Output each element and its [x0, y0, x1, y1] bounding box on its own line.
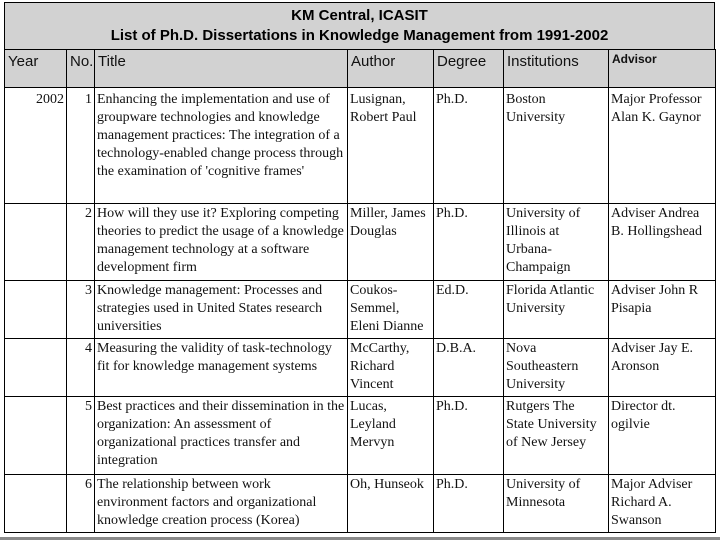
column-header-no: No. [67, 50, 95, 88]
cell-advisor: Adviser John R Pisapia [609, 281, 716, 339]
column-header-year: Year [5, 50, 67, 88]
column-header-institutions: Institutions [504, 50, 609, 88]
cell-author: Lucas, Leyland Mervyn [348, 397, 434, 475]
cell-year [5, 281, 67, 339]
cell-advisor: Adviser Jay E. Aronson [609, 339, 716, 397]
cell-institution: University of Minnesota [504, 475, 609, 533]
cell-no: 6 [67, 475, 95, 533]
document-header [4, 2, 715, 50]
cell-year [5, 397, 67, 475]
table-header-row [5, 50, 716, 88]
cell-advisor: Major Adviser Richard A. Swanson [609, 475, 716, 533]
cell-title: The relationship between work environment factors and organizational knowledge creation process (Korea) [95, 475, 348, 533]
cell-title: Measuring the validity of task-technology fit for knowledge management systems [95, 339, 348, 397]
column-header-degree: Degree [434, 50, 504, 88]
cell-title: Knowledge management: Processes and strategies used in United States research universities [95, 281, 348, 339]
cell-year [5, 475, 67, 533]
header-subtitle: List of Ph.D. Dissertations in Knowledge Management from 1991-2002 [110, 27, 609, 44]
column-header-author: Author [348, 50, 434, 88]
table-row [5, 475, 716, 533]
cell-author: Oh, Hunseok [348, 475, 434, 533]
cell-year [5, 204, 67, 281]
column-header-advisor: Advisor [609, 50, 716, 88]
table-row [5, 397, 716, 475]
cell-no: 4 [67, 339, 95, 397]
cell-degree: D.B.A. [434, 339, 504, 397]
cell-advisor: Director dt. ogilvie [609, 397, 716, 475]
cell-author: Coukos-Semmel, Eleni Dianne [348, 281, 434, 339]
cell-year [5, 339, 67, 397]
cell-degree: Ph.D. [434, 88, 504, 204]
cell-no: 5 [67, 397, 95, 475]
cell-institution: Rutgers The State University of New Jersey [504, 397, 609, 475]
cell-title: Enhancing the implementation and use of groupware technologies and knowledge management practices: The integration of a technology-enabled change process through the examination of 'cognitive frames' [95, 88, 348, 204]
cell-no: 2 [67, 204, 95, 281]
cell-author: McCarthy, Richard Vincent [348, 339, 434, 397]
cell-degree: Ed.D. [434, 281, 504, 339]
dissertations-table [4, 49, 716, 533]
cell-title: Best practices and their dissemination in the organization: An assessment of organizational practices transfer and integration [95, 397, 348, 475]
cell-institution: Boston University [504, 88, 609, 204]
cell-degree: Ph.D. [434, 204, 504, 281]
table-row [5, 339, 716, 397]
column-header-title: Title [95, 50, 348, 88]
table-row [5, 88, 716, 204]
cell-author: Lusignan, Robert Paul [348, 88, 434, 204]
cell-degree: Ph.D. [434, 397, 504, 475]
cell-advisor: Major Professor Alan K. Gaynor [609, 88, 716, 204]
cell-title: How will they use it? Exploring competing theories to predict the usage of a knowledge management technology at a software development firm [95, 204, 348, 281]
cell-institution: Nova Southeastern University [504, 339, 609, 397]
cell-no: 3 [67, 281, 95, 339]
header-title: KM Central, ICASIT [291, 7, 428, 24]
cell-institution: Florida Atlantic University [504, 281, 609, 339]
cell-institution: University of Illinois at Urbana-Champaign [504, 204, 609, 281]
table-row [5, 281, 716, 339]
cell-year: 2002 [5, 88, 67, 204]
cell-advisor: Adviser Andrea B. Hollingshead [609, 204, 716, 281]
cell-no: 1 [67, 88, 95, 204]
cell-author: Miller, James Douglas [348, 204, 434, 281]
table-row [5, 204, 716, 281]
cell-degree: Ph.D. [434, 475, 504, 533]
